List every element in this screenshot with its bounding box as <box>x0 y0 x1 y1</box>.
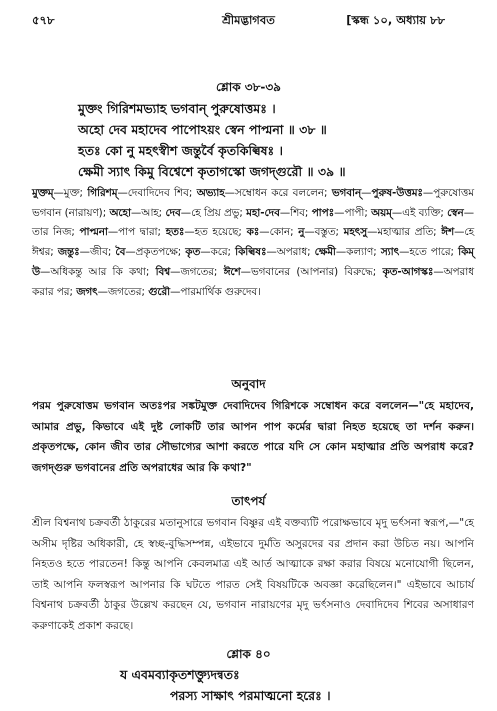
synonym-meaning: জগতের; <box>180 265 224 278</box>
synonym-word: গুরৌ <box>148 285 171 298</box>
synonym-word: কঃ <box>246 226 260 239</box>
synonym-meaning: হে ঈশ্বর; <box>32 226 474 259</box>
synonym-meaning: পাপ দ্বারা; <box>118 226 166 239</box>
synonym-word: বিশ্ব <box>155 265 171 278</box>
synonym-meaning: দেবাদিদেব শিব; <box>127 187 197 199</box>
synonym-word: ঈশে <box>223 265 241 278</box>
page-header <box>0 12 497 32</box>
synonym-meaning: সম্বোধন করে বললেন; <box>234 187 332 199</box>
synonym-meaning: কল্যাণ; <box>346 246 381 259</box>
purport-heading: তাৎপর্য <box>231 494 266 508</box>
purport-text: শ্রীল বিশ্বনাথ চক্রবর্তী ঠাকুরের মতানুসারে ভগবান বিষ্ণুর এই বক্তব্যটি পরোক্ষভাবে মৃদু ভর্ৎসনা স্বরূপ,—"হে অসীম দৃষ্টির অধিকারী, হে স্বচ্ছ-বুদ্ধিসম্পন্ন, এইভাবে দুর্মতি অসুরদের বর প্রদান করা উচিত নয়। আপনি নিহতও হতে পারতেন! কিন্তু আপনি কেবলমাত্র এই আর্ত আত্মাকে রক্ষা করার বিষয়ে মনোযোগী ছিলেন, তাই আপনি ফলস্বরূপ আপনার কি ঘটতে পারত সেই বিষয়টিকে অবজ্ঞা করেছিলেন।" এইভাবে আচার্য বিশ্বনাথ চক্রবর্তী ঠাকুর উল্লেখ করছেন যে, ভগবান নারায়ণের মৃদু ভর্ৎসনাও দেবাদিদেব শিবের অসাধারণ করুণাকেই প্রকাশ করছে। <box>32 517 474 632</box>
synonym-meaning: করে; <box>210 246 236 259</box>
synonym-word: কৃত-আগস্কঃ <box>382 265 434 278</box>
synonym-meaning: ভগবানের (আপনার) বিরুদ্ধে; <box>250 265 383 278</box>
synonym-meaning: কোন; <box>269 226 299 239</box>
synonym-word: ক্ষেমী <box>314 246 336 259</box>
synonym-word: পাপঃ <box>311 206 335 219</box>
synonym-word: গিরিশম্ <box>87 187 118 199</box>
synonym-meaning: এই ব্যক্তি; <box>402 206 448 219</box>
verse-line: ক্ষেমী স্যাৎ কিমু বিশ্বেশে কৃতাগস্কো জগদ্‌গুরৌ ॥ ৩৯ ॥ <box>78 164 346 179</box>
synonym-meaning: হত হয়েছে; <box>194 226 247 239</box>
synonym-meaning: হতে পারে; <box>409 246 459 259</box>
synonym-meaning: মহাত্মার প্রতি; <box>377 226 442 239</box>
book-title: শ্রীমদ্ভাগবত <box>222 13 275 27</box>
synonym-word: ভগবান্ <box>331 187 362 199</box>
synonym-word: কিম্ উ <box>32 246 474 278</box>
synonym-word: মুক্তম্ <box>32 187 54 199</box>
synonym-meaning: জীব; <box>89 246 116 259</box>
synonym-meaning: পাপী; <box>344 206 372 219</box>
synonym-word: জন্তুঃ <box>57 246 80 259</box>
synonym-word: কিল্বিষঃ <box>235 246 267 259</box>
synonym-meaning: প্রকৃতপক্ষে; <box>135 246 186 259</box>
synonym-word: স্বেন <box>447 206 464 219</box>
translation-heading: অনুবাদ <box>231 377 266 391</box>
synonym-word: জগৎ <box>76 285 98 298</box>
synonym-meaning: অপরাধ করার পর; <box>32 265 474 298</box>
synonym-word: স্যাৎ <box>380 246 400 259</box>
verse-line: অহো দেব মহাদেব পাপোঽয়ং স্বেন পাপ্মনা ॥ ৩৮ ॥ <box>78 122 327 137</box>
synonym-meaning: পারমার্থিক গুরুদেব। <box>180 285 261 298</box>
synonym-word: দেব <box>165 206 181 219</box>
synonym-meaning: অধিকন্তু আর কি কথা; <box>50 265 156 278</box>
shloka-heading: শ্লোক ৩৮-৩৯ <box>216 80 281 94</box>
synonym-meaning: জগতের; <box>107 285 149 298</box>
synonym-meaning: অপরাধ; <box>276 246 315 259</box>
verse-line: হতঃ কো নু মহৎস্বীশ জন্তুর্বৈ কৃতকিল্বিষঃ । <box>78 143 284 158</box>
synonym-word: ঈশ <box>441 226 455 239</box>
synonym-word: হতঃ <box>165 226 185 239</box>
synonym-word: অয়ম্ <box>371 206 392 219</box>
synonym-meaning: শিব; <box>290 206 312 219</box>
verse-line: মুক্তং গিরিশমভ্যাহ ভগবান্ পুরুষোত্তমঃ । <box>78 101 276 116</box>
synonym-word: বৈ <box>115 246 126 259</box>
verse-line: পরস্য সাক্ষাৎ পরমাত্মনো হরেঃ । <box>170 688 331 703</box>
synonym-meaning: হে প্রিয় প্রভু; <box>191 206 247 219</box>
shloka-heading-next: শ্লোক ৪০ <box>226 647 271 661</box>
synonym-word: মহৎসু <box>343 226 368 239</box>
synonym-word: নু <box>298 226 305 239</box>
synonym-word: পুরুষ-উত্তমঃ <box>371 187 423 199</box>
synonym-word: কৃত <box>185 246 201 259</box>
translation-text: পরম পুরুষোত্তম ভগবান অতঃপর সঙ্কটমুক্ত দেবাদিদেব গিরিশকে সম্বোধন করে বললেন—"হে মহাদেব, আমার প্রভু, কিভাবে এই দুষ্ট লোকটি তার আপন পাপ কর্মের দ্বারা নিহত হয়েছে তা দর্শন করুন। প্রকৃতপক্ষে, কোন জীব তার সৌভাগ্যের আশা করতে পারে যদি সে কোন মহাত্মার প্রতি অপরাধ করে? জগদ্‌গুরু ভগবানের প্রতি অপরাধের আর কি কথা?" <box>32 400 474 474</box>
synonym-word: পাপ্মনা <box>79 226 108 239</box>
synonym-meaning: বস্তুত; <box>314 226 344 239</box>
synonym-meaning: মুক্ত; <box>63 187 88 199</box>
chapter-reference: [স্কন্ধ ১০, অধ্যায় ৮৮ <box>346 13 445 27</box>
synonym-word: অহো <box>109 206 131 219</box>
page-number: ৫৭৮ <box>32 13 55 27</box>
synonym-word: অভ্যাহ <box>196 187 225 199</box>
word-synonyms: মুক্তম্—মুক্ত; গিরিশম্—দেবাদিদেব শিব; অভ্যাহ—সম্বোধন করে বললেন; ভগবান্—পুরুষ-উত্তমঃ—পুরুষোত্তম ভগবান (নারায়ণ); অহো—আহ; দেব—হে প্রিয় প্রভু; মহা-দেব—শিব; পাপঃ—পাপী; অয়ম্—এই ব্যক্তি; স্বেন—তার নিজ; পাপ্মনা—পাপ দ্বারা; হতঃ—হত হয়েছে; কঃ—কোন; নু—বস্তুত; মহৎসু—মহাত্মার প্রতি; ঈশ—হে ঈশ্বর; জন্তুঃ—জীব; বৈ—প্রকৃতপক্ষে; কৃত—করে; কিল্বিষঃ—অপরাধ; ক্ষেমী—কল্যাণ; স্যাৎ—হতে পারে; কিম্ উ—অধিকন্তু আর কি কথা; বিশ্ব—জগতের; ঈশে—ভগবানের (আপনার) বিরুদ্ধে; কৃত-আগস্কঃ—অপরাধ করার পর; জগৎ—জগতের; গুরৌ—পারমার্থিক গুরুদেব। <box>32 187 474 298</box>
synonym-word: মহা-দেব <box>246 206 280 219</box>
synonym-meaning: পুরুষোত্তম ভগবান (নারায়ণ); <box>32 187 474 219</box>
synonym-meaning: আহ; <box>141 206 166 219</box>
verse-line: য এবমব্যাকৃতশক্ত্যুদন্বতঃ <box>120 667 240 682</box>
synonym-meaning: তার নিজ; <box>32 226 80 239</box>
